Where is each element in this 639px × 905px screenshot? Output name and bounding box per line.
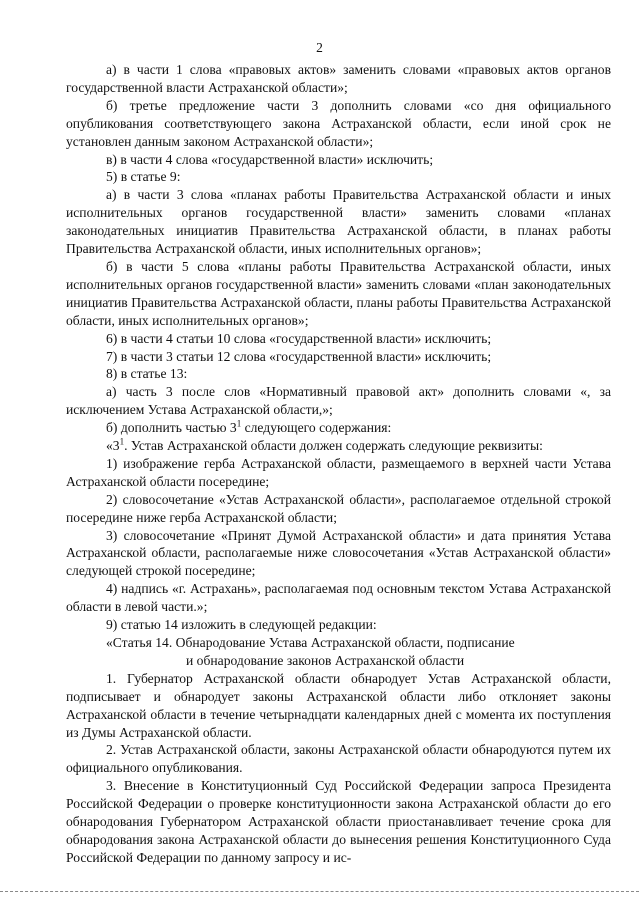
text-fragment: следующего содержания: xyxy=(241,420,392,436)
paragraph: а) в части 3 слова «планах работы Правительства Астраханской области и иных исполнительных органов государственной власти» заменить словами «планах законодательных инициатив Правительства Астраханской области, в планах работы Правительства Астраханской области, иных исполнительных органов»; xyxy=(66,187,611,257)
paragraph: 3. Внесение в Конституционный Суд Российской Федерации запроса Президента Российской Федерации о проверке конституционности закона Астраханской области до его обнародования Губернатором Астраханской области приостанавливает течение срока для обнародования закона Астраханской области до вынесения решения Конституционного Суда Российской Федерации по данному запросу и ис- xyxy=(66,778,611,865)
paragraph: 7) в части 3 статьи 12 слова «государственной власти» исключить; xyxy=(106,348,492,364)
paragraph: 1. Губернатор Астраханской области обнародует Устав Астраханской области, подписывает и обнародует законы Астраханской области либо отклоняет законы Астраханской области в течение четырнадцати календарных дней с момента их поступления из Думы Астраханской области. xyxy=(66,670,611,740)
article-heading-line: и обнародование законов Астраханской области xyxy=(186,652,465,668)
paragraph: 5) в статье 9: xyxy=(106,169,181,185)
paragraph: 9) статью 14 изложить в следующей редакции: xyxy=(106,617,377,633)
paragraph: 2) словосочетание «Устав Астраханской области», располагаемое отдельной строкой посередине ниже герба Астраханской области; xyxy=(66,491,611,525)
paragraph: а) часть 3 после слов «Нормативный правовой акт» дополнить словами «, за исключением Устава Астраханской области,»; xyxy=(66,384,611,418)
text-fragment: . Устав Астраханской области должен содержать следующие реквизиты: xyxy=(124,438,543,454)
paragraph: 3) словосочетание «Принят Думой Астраханской области» и дата принятия Устава Астраханской области, располагаемые ниже словосочетания «Устав Астраханской области» следующей строкой посередине; xyxy=(66,527,611,579)
paragraph-quoted-part xyxy=(66,437,611,455)
paragraph: б) третье предложение части 3 дополнить словами «со дня официального опубликования соответствующего закона Астраханской области, если иной срок не установлен данным законом Астраханской области»; xyxy=(66,97,611,149)
paragraph: а) в части 1 слова «правовых актов» заменить словами «правовых актов органов государственной власти Астраханской области»; xyxy=(66,62,611,95)
document-body xyxy=(66,61,611,867)
bottom-divider xyxy=(0,891,639,892)
text-fragment: б) дополнить частью 3 xyxy=(106,420,237,436)
paragraph: 2. Устав Астраханской области, законы Астраханской области обнародуются путем их официального опубликования. xyxy=(66,742,611,776)
paragraph: 1) изображение герба Астраханской области, размещаемого в верхней части Устава Астраханской области посередине; xyxy=(66,455,611,489)
paragraph: б) в части 5 слова «планы работы Правительства Астраханской области, иных исполнительных органов государственной власти» заменить словами «план законодательных инициатив Правительства Астраханской области, планы работы Правительства Астраханской области, иных исполнительных органов»; xyxy=(66,258,611,328)
superscript: 1 xyxy=(236,418,242,429)
paragraph: 6) в части 4 статьи 10 слова «государственной власти» исключить; xyxy=(106,330,492,346)
article-heading xyxy=(66,634,611,670)
superscript: 1 xyxy=(119,436,125,447)
paragraph: 8) в статье 13: xyxy=(106,366,188,382)
page-number: 2 xyxy=(316,40,323,55)
paragraph: 4) надпись «г. Астрахань», располагаемая под основным текстом Устава Астраханской области в левой части.»; xyxy=(66,581,611,615)
text-fragment: «3 xyxy=(106,438,120,454)
paragraph: в) в части 4 слова «государственной власти» исключить; xyxy=(106,151,434,167)
article-heading-line: «Статья 14. Обнародование Устава Астраханской области, подписание xyxy=(106,635,515,650)
paragraph-add-part xyxy=(66,419,611,437)
